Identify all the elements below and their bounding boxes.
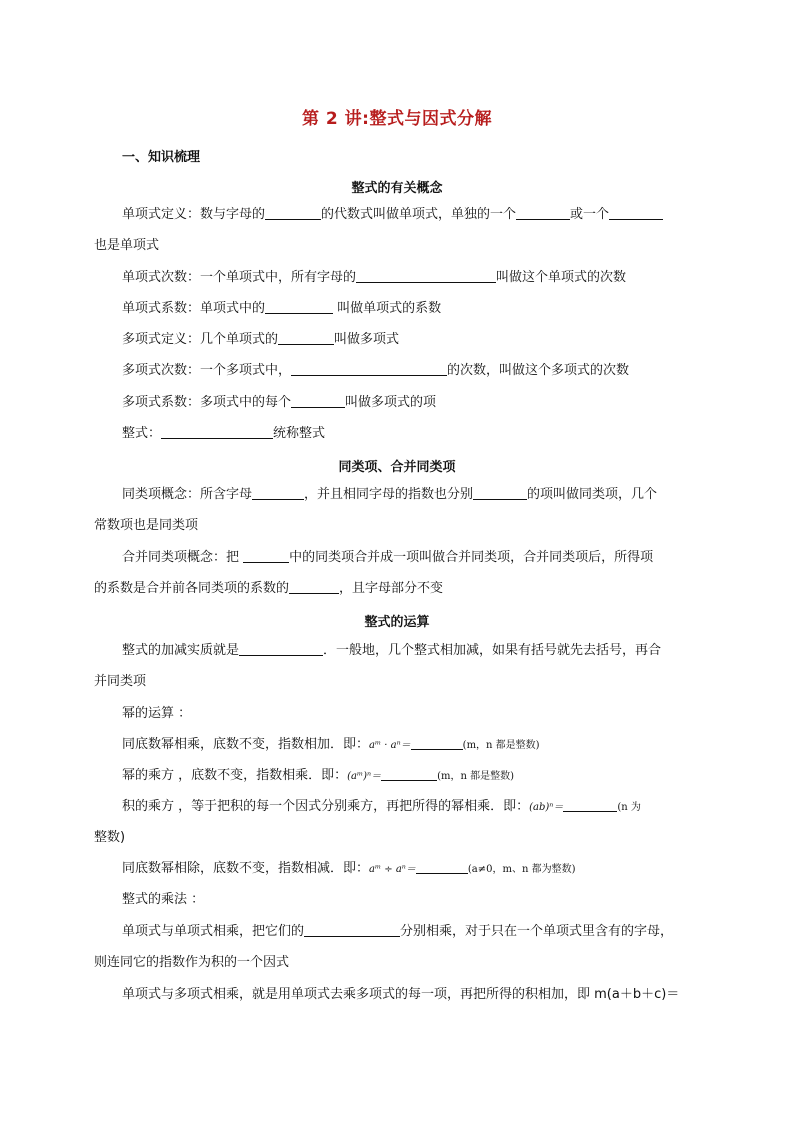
- text-line: 的系数是合并前各同类项的系数的 ，且字母部分不变: [94, 581, 444, 596]
- formula: (aᵐ)ⁿ＝: [347, 771, 382, 782]
- text-line: 积的乘方 ，等于把积的每一个因式分别乘方，再把所得的幂相乘．即：(ab)ⁿ＝ (n 为: [122, 799, 641, 814]
- subheading-operations: 整式的运算: [364, 615, 430, 630]
- formula: aᵐ ÷ aⁿ＝: [369, 864, 416, 875]
- text-line: 单项式次数：一个单项式中，所有字母的 叫做这个单项式的次数: [122, 270, 627, 285]
- fill-blank: [609, 206, 663, 220]
- text-line: 单项式系数：单项式中的 叫做单项式的系数: [122, 301, 442, 316]
- text-line: 多项式定义：几个单项式的 叫做多项式: [122, 332, 400, 347]
- text-line: 幂的乘方 ，底数不变，指数相乘．即：(aᵐ)ⁿ＝ (m，n 都是整数): [122, 768, 514, 783]
- text-line: 单项式与单项式相乘，把它们的 分别相乘，对于只在一个单项式里含有的字母，: [122, 924, 674, 939]
- fill-blank: [416, 860, 468, 874]
- text-line: 也是单项式: [94, 238, 160, 253]
- fill-blank: [239, 642, 323, 656]
- text-line: 整数): [94, 830, 126, 845]
- text-line: 多项式系数：多项式中的每个 叫做多项式的项: [122, 395, 437, 410]
- text-line: 整式的加减实质就是 ．一般地，几个整式相加减，如果有括号就先去括号，再合: [122, 643, 662, 658]
- text-line: 同底数幂相除，底数不变，指数相减．即：aᵐ ÷ aⁿ＝ (a≠0，m、n 都为整数): [122, 861, 576, 876]
- text-line: 整式： 统称整式: [122, 426, 326, 441]
- formula: (ab)ⁿ＝: [529, 802, 564, 813]
- text-line: 单项式定义：数与字母的 的代数式叫做单项式，单独的一个 或一个: [122, 206, 663, 224]
- fill-blank: [291, 394, 345, 408]
- text-line: 则连同它的指数作为积的一个因式: [94, 955, 290, 970]
- text-line: 多项式次数：一个多项式中， 的次数，叫做这个多项式的次数: [122, 363, 630, 378]
- text-line: 幂的运算 ：: [122, 706, 192, 721]
- subheading-like-terms: 同类项、合并同类项: [338, 460, 456, 475]
- fill-blank: [291, 362, 447, 376]
- text-line: 同底数幂相乘，底数不变，指数相加．即：aᵐ · aⁿ＝ (m，n 都是整数): [122, 737, 540, 752]
- fill-blank: [265, 206, 321, 220]
- fill-blank: [381, 767, 437, 781]
- section-heading: 一、知识梳理: [122, 150, 201, 165]
- text-line: 合并同类项概念：把 中的同类项合并成一项叫做合并同类项，合并同类项后，所得项: [122, 550, 654, 565]
- fill-blank: [161, 425, 273, 439]
- fill-blank: [252, 486, 304, 500]
- fill-blank: [473, 486, 527, 500]
- text-line: 单项式与多项式相乘，就是用单项式去乘多项式的每一项，再把所得的积相加，即 m(a＋b＋c)＝: [122, 987, 680, 1002]
- subheading-concepts: 整式的有关概念: [351, 181, 443, 196]
- fill-blank: [516, 206, 570, 220]
- fill-blank: [243, 549, 289, 563]
- text-line: 常数项也是同类项: [94, 518, 199, 533]
- fill-blank: [304, 923, 400, 937]
- fill-blank: [289, 580, 339, 594]
- text-line: 并同类项: [94, 674, 147, 689]
- fill-blank: [563, 798, 617, 812]
- text-line: 整式的乘法 ：: [122, 892, 205, 907]
- fill-blank: [265, 300, 333, 314]
- page-title: 第 2 讲:整式与因式分解: [302, 109, 492, 129]
- fill-blank: [278, 331, 334, 345]
- fill-blank: [356, 269, 496, 283]
- fill-blank: [411, 736, 463, 750]
- text-line: 同类项概念：所含字母 ，并且相同字母的指数也分别 的项叫做同类项，几个: [122, 487, 658, 502]
- formula: aᵐ · aⁿ＝: [369, 740, 411, 751]
